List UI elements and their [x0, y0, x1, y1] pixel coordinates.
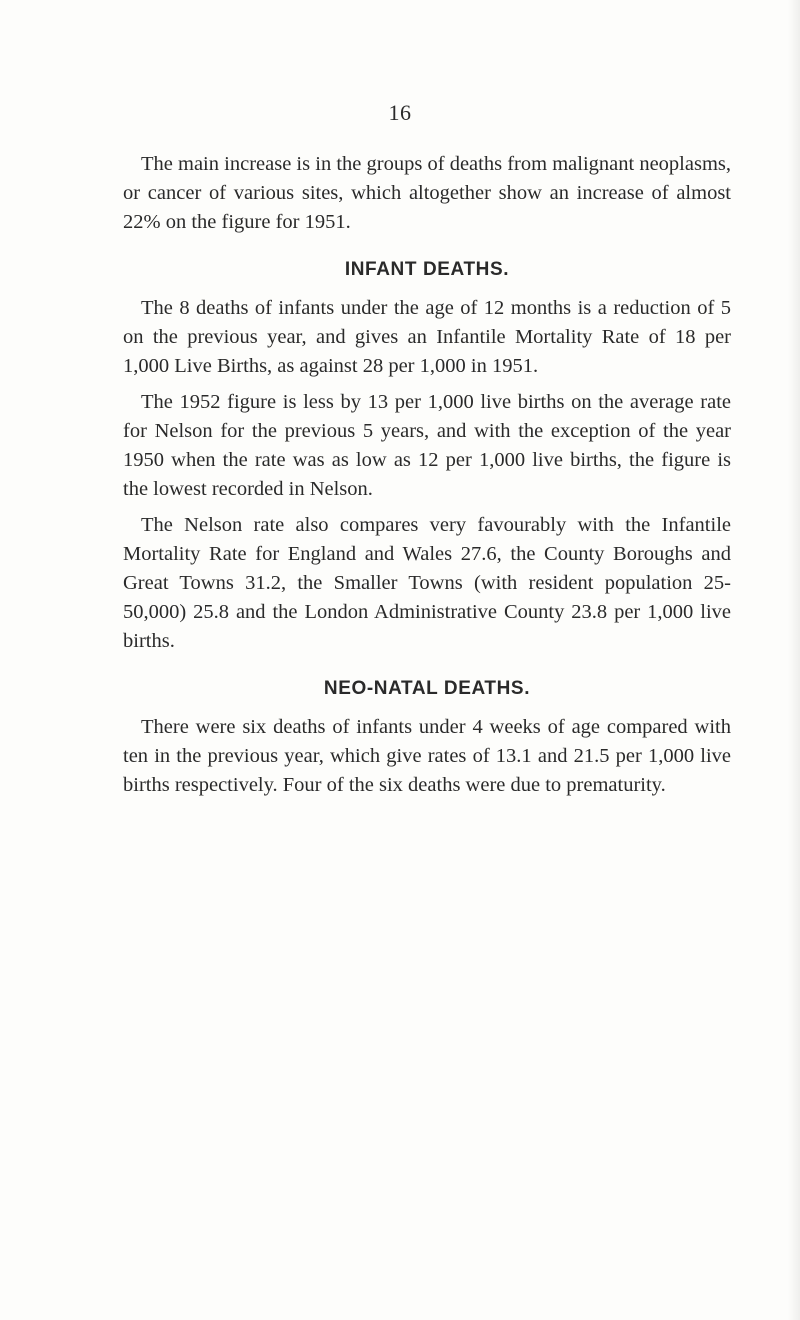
- neo-natal-deaths-heading: NEO-NATAL DEATHS.: [323, 678, 531, 699]
- infant-deaths-heading: INFANT DEATHS.: [344, 259, 510, 280]
- intro-paragraph: The main increase is in the groups of deaths from malignant neoplasms, or cancer of various sites, which altogether show an increase of almost 22% on the figure for 1951.: [123, 153, 731, 233]
- page-edge-shadow: [788, 0, 800, 1320]
- page-content: [123, 150, 731, 800]
- infant-deaths-paragraph: The Nelson rate also compares very favourably with the Infantile Mortality Rate for England and Wales 27.6, the County Boroughs and Great Towns 31.2, the Smaller Towns (with resident population 25-50,000) 25.8 and the London Administrative County 23.8 per 1,000 live births.: [123, 514, 731, 652]
- page-number: 16: [388, 100, 412, 125]
- infant-deaths-paragraph: The 8 deaths of infants under the age of 12 months is a reduction of 5 on the previous year, and gives an Infantile Mortality Rate of 18 per 1,000 Live Births, as against 28 per 1,000 in 1951.: [123, 297, 731, 377]
- infant-deaths-paragraph: The 1952 figure is less by 13 per 1,000 live births on the average rate for Nelson for the previous 5 years, and with the exception of the year 1950 when the rate was as low as 12 per 1,000 live births, the figure is the lowest recorded in Nelson.: [123, 391, 731, 500]
- neo-natal-deaths-paragraph: There were six deaths of infants under 4 weeks of age compared with ten in the previous year, which give rates of 13.1 and 21.5 per 1,000 live births respectively. Four of the six deaths were due to prematurity.: [123, 716, 731, 796]
